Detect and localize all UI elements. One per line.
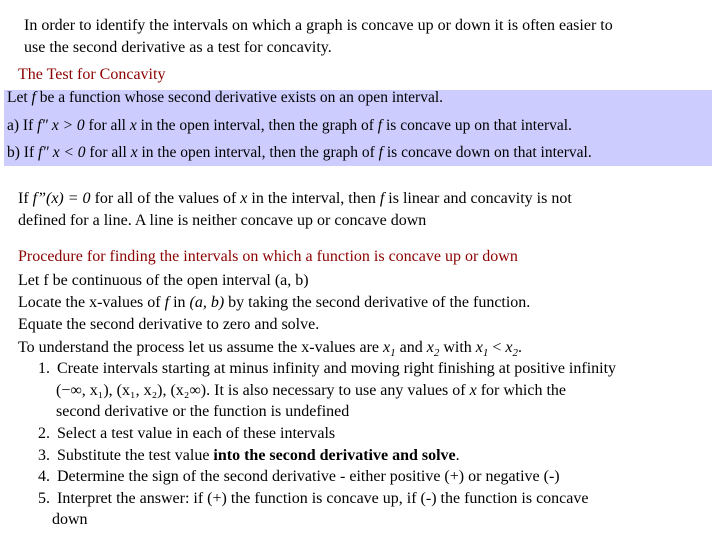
linear-note-line-2: defined for a line. A line is neither concave up or concave down [18,212,427,229]
step-1-line-2: (−∞, x₁), (x₁, x₂), (x₂∞). It is also necessary to use any values of x for which the [56,382,567,399]
step-1-line-3: second derivative or the function is undefined [56,403,350,420]
step-5-line-2: down [52,511,88,528]
intro-line-2: use the second derivative as a test for concavity. [24,39,332,56]
step-1-line-1: 1. Create intervals starting at minus infinity and moving right finishing at positive infinity [38,360,617,377]
step-2: 2. Select a test value in each of these intervals [38,425,336,442]
intro-line-1: In order to identify the intervals on which a graph is concave up or down it is often easier to [24,17,613,34]
procedure-line-3: Equate the second derivative to zero and solve. [18,316,320,333]
step-5-line-1: 5. Interpret the answer: if (+) the function is concave up, if (-) the function is concave [38,490,589,507]
box-line-a: a) If f" x > 0 for all x in the open interval, then the graph of f is concave up on that interval. [7,117,572,134]
step-3: 3. Substitute the test value into the second derivative and solve. [38,447,460,464]
step-4: 4. Determine the sign of the second derivative - either positive (+) or negative (-) [38,468,560,485]
procedure-line-2: Locate the x-values of f in (a, b) by taking the second derivative of the function. [18,294,531,311]
interval-expression: (−∞, x₁), (x₁, x₂), (x₂∞) [56,382,207,399]
box-line-b: b) If f" x < 0 for all x in the open interval, then the graph of f is concave down on that interval. [7,144,592,161]
test-heading: The Test for Concavity [18,66,166,83]
procedure-heading: Procedure for finding the intervals on which a function is concave up or down [18,248,518,265]
procedure-line-4: To understand the process let us assume the x-values are $x_1$ and $x_2$ with $x_1 < x_2$. [18,339,523,359]
linear-note-line-1: If f”(x) = 0 for all of the values of x in the interval, then f is linear and concavity is not [18,190,572,207]
box-line-let: Let f be a function whose second derivative exists on an open interval. [7,89,444,106]
procedure-line-1: Let f be continuous of the open interval (a, b) [18,272,309,289]
